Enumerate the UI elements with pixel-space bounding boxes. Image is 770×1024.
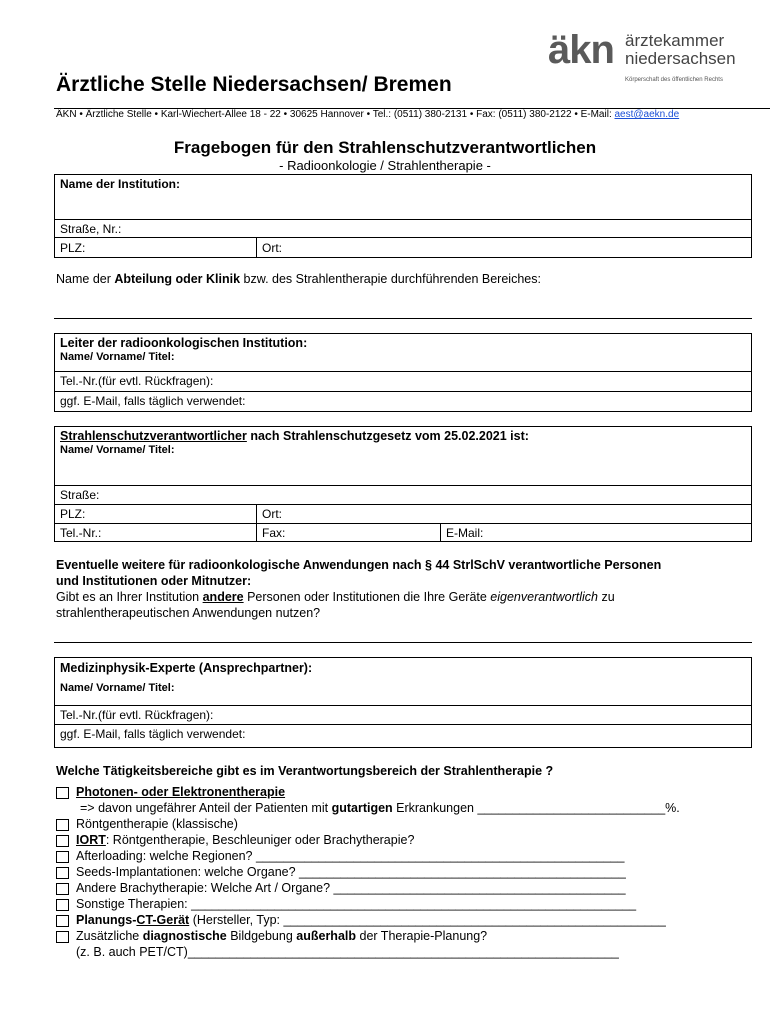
leiter-tel-label: Tel.-Nr.(für evtl. Rückfragen): bbox=[60, 374, 214, 388]
leiter-email-label: ggf. E-Mail, falls täglich verwendet: bbox=[60, 394, 246, 408]
planung-ct-checkbox[interactable] bbox=[56, 915, 69, 927]
seeds-checkbox[interactable] bbox=[56, 867, 69, 879]
divider bbox=[55, 237, 751, 238]
ssv-street-label: Straße: bbox=[60, 488, 100, 502]
taetigkeit-question: Welche Tätigkeitsbereiche gibt es im Verantwortungsbereich der Strahlentherapie ? bbox=[56, 764, 554, 778]
anteil-line: => davon ungefährer Anteil der Patienten mit gutartigen Erkrankungen ___________________________%. bbox=[80, 801, 680, 815]
divider bbox=[55, 523, 751, 524]
email-link[interactable]: aest@aekn.de bbox=[614, 109, 680, 120]
department-prompt: Name der Abteilung oder Klinik bzw. des Strahlentherapie durchführenden Bereiches: bbox=[56, 272, 541, 286]
mpe-box bbox=[54, 657, 752, 748]
diagnostik-checkbox[interactable] bbox=[56, 931, 69, 943]
form-subtitle: - Radioonkologie / Strahlentherapie - bbox=[279, 158, 491, 173]
divider bbox=[55, 504, 751, 505]
brachy-checkbox[interactable] bbox=[56, 883, 69, 895]
aekn-logo-line1: ärztekammer bbox=[625, 31, 725, 50]
ssv-box bbox=[54, 426, 752, 542]
divider bbox=[55, 485, 751, 486]
address-text: ÄKN • Ärztliche Stelle • Karl-Wiechert-Allee 18 - 22 • 30625 Hannover • Tel.: (0511) 380-2131 • Fax: (0511) 380-2122 • E-Mail: bbox=[56, 109, 615, 120]
aekn-logo-mark: äkn bbox=[548, 28, 614, 72]
leiter-title: Leiter der radioonkologischen Institution: bbox=[60, 336, 308, 350]
weitere-heading-1: Eventuelle weitere für radioonkologische Anwendungen nach § 44 StrlSchV verantwortliche Personen bbox=[56, 558, 662, 572]
institution-name-label: Name der Institution: bbox=[60, 177, 181, 191]
roentgen-checkbox[interactable] bbox=[56, 819, 69, 831]
planung-ct-label: Planungs-CT-Gerät (Hersteller, Typ: _______________________________________________________ bbox=[76, 913, 666, 927]
afterloading-checkbox[interactable] bbox=[56, 851, 69, 863]
roentgen-label: Röntgentherapie (klassische) bbox=[76, 817, 238, 831]
divider bbox=[55, 705, 751, 706]
ssv-name-label: Name/ Vorname/ Titel: bbox=[60, 444, 175, 456]
weitere-heading-2: und Institutionen oder Mitnutzer: bbox=[56, 574, 252, 588]
divider bbox=[55, 724, 751, 725]
diagnostik-label: Zusätzliche diagnostische Bildgebung außerhalb der Therapie-Planung? bbox=[76, 929, 488, 943]
iort-label: IORT: Röntgentherapie, Beschleuniger oder Brachytherapie? bbox=[76, 833, 415, 847]
weitere-answer-line[interactable] bbox=[54, 642, 752, 643]
sonstige-checkbox[interactable] bbox=[56, 899, 69, 911]
iort-checkbox[interactable] bbox=[56, 835, 69, 847]
aekn-logo-subline: Körperschaft des öffentlichen Rechts bbox=[625, 77, 723, 83]
mpe-email-label: ggf. E-Mail, falls täglich verwendet: bbox=[60, 727, 246, 741]
ssv-fax-label: Fax: bbox=[262, 526, 286, 540]
address-line bbox=[56, 109, 679, 120]
photonen-label: Photonen- oder Elektronentherapie bbox=[76, 785, 286, 799]
divider bbox=[440, 523, 441, 541]
mpe-title: Medizinphysik-Experte (Ansprechpartner): bbox=[60, 661, 313, 675]
org-title: Ärztliche Stelle Niedersachsen/ Bremen bbox=[56, 73, 452, 96]
ssv-ort-label: Ort: bbox=[262, 507, 282, 521]
mpe-tel-label: Tel.-Nr.(für evtl. Rückfragen): bbox=[60, 708, 214, 722]
aekn-logo-line2: niedersachsen bbox=[625, 49, 736, 68]
leiter-box bbox=[54, 333, 752, 412]
divider bbox=[256, 237, 257, 257]
sonstige-label: Sonstige Therapien: ________________________________________________________________ bbox=[76, 897, 637, 911]
diagnostik-label-2: (z. B. auch PET/CT)______________________________________________________________ bbox=[76, 945, 619, 959]
plz-label: PLZ: bbox=[60, 241, 86, 255]
divider bbox=[55, 219, 751, 220]
ssv-title: Strahlenschutzverantwortlicher nach Strahlenschutzgesetz vom 25.02.2021 ist: bbox=[60, 429, 529, 443]
divider bbox=[256, 504, 257, 541]
photonen-checkbox[interactable] bbox=[56, 787, 69, 799]
institution-box bbox=[54, 174, 752, 258]
seeds-label: Seeds-Implantationen: welche Organe? _______________________________________________ bbox=[76, 865, 626, 879]
leiter-name-label: Name/ Vorname/ Titel: bbox=[60, 351, 175, 363]
brachy-label: Andere Brachytherapie: Welche Art / Organe? __________________________________________ bbox=[76, 881, 626, 895]
street-label: Straße, Nr.: bbox=[60, 222, 122, 236]
afterloading-label: Afterloading: welche Regionen? _____________________________________________________ bbox=[76, 849, 625, 863]
divider bbox=[55, 391, 751, 392]
ort-label: Ort: bbox=[262, 241, 282, 255]
ssv-tel-label: Tel.-Nr.: bbox=[60, 526, 102, 540]
department-answer-line[interactable] bbox=[54, 318, 752, 319]
weitere-question: Gibt es an Ihrer Institution andere Personen oder Institutionen die Ihre Geräte eigenverantwortlich zu bbox=[56, 590, 615, 604]
form-title: Fragebogen für den Strahlenschutzverantwortlichen bbox=[173, 138, 597, 157]
mpe-name-label: Name/ Vorname/ Titel: bbox=[60, 682, 175, 694]
weitere-question-2: strahlentherapeutischen Anwendungen nutzen? bbox=[56, 606, 321, 620]
divider bbox=[55, 371, 751, 372]
ssv-plz-label: PLZ: bbox=[60, 507, 86, 521]
ssv-email-label: E-Mail: bbox=[446, 526, 484, 540]
